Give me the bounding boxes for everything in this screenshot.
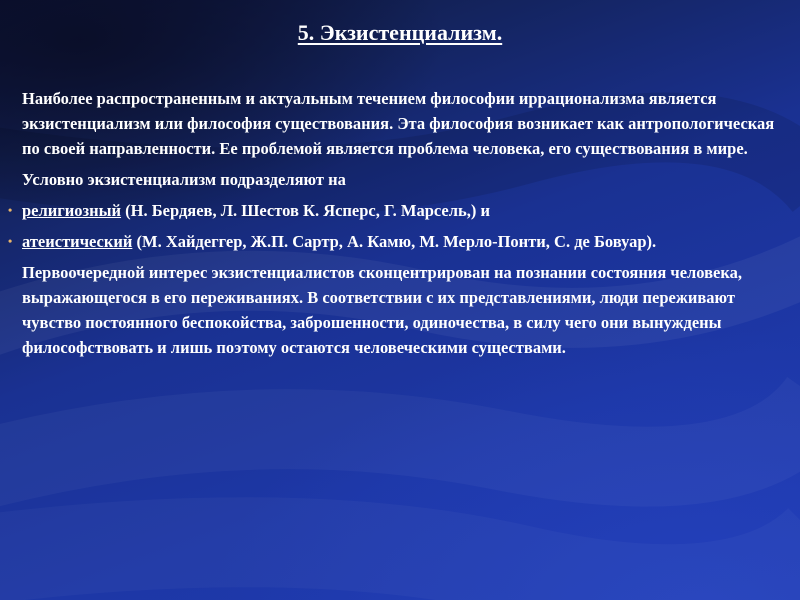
bullet-text — [22, 229, 788, 254]
bullet-item-religious — [8, 198, 788, 223]
bullet-detail: (Н. Бердяев, Л. Шестов К. Ясперс, Г. Марсель,) и — [121, 201, 490, 220]
bullet-dot-icon: • — [8, 234, 13, 248]
bullet-detail: (М. Хайдеггер, Ж.П. Сартр, А. Камю, М. Мерло-Понти, С. де Бовуар). — [132, 232, 657, 251]
slide-title: 5. Экзистенциализм. — [297, 20, 503, 45]
division-paragraph: Условно экзистенциализм подразделяют на — [22, 170, 346, 189]
closing-paragraph: Первоочередной интерес экзистенциалистов сконцентрирован на познании состояния человека, выражающегося в его переживаниях. В соответствии с их представлениями, люди переживают чувство постоянного беспокойства, заброшенности, одиночества, в силу чего они вынуждены философствовать и лишь поэтому остаются человеческими существами. — [22, 263, 742, 357]
bullet-text — [22, 198, 788, 223]
intro-paragraph: Наиболее распространенным и актуальным течением философии иррационализма является экзистенциализм или философия существования. Эта философия возникает как антропологическая по своей направленности. Ее проблемой является проблема человека, его существования в мире. — [22, 89, 775, 158]
bullet-dot-icon: • — [8, 203, 13, 217]
bullet-term: религиозный — [22, 201, 122, 220]
bullet-term: атеистический — [22, 232, 133, 251]
bullet-item-atheistic — [8, 229, 788, 254]
slide-content — [8, 86, 788, 360]
